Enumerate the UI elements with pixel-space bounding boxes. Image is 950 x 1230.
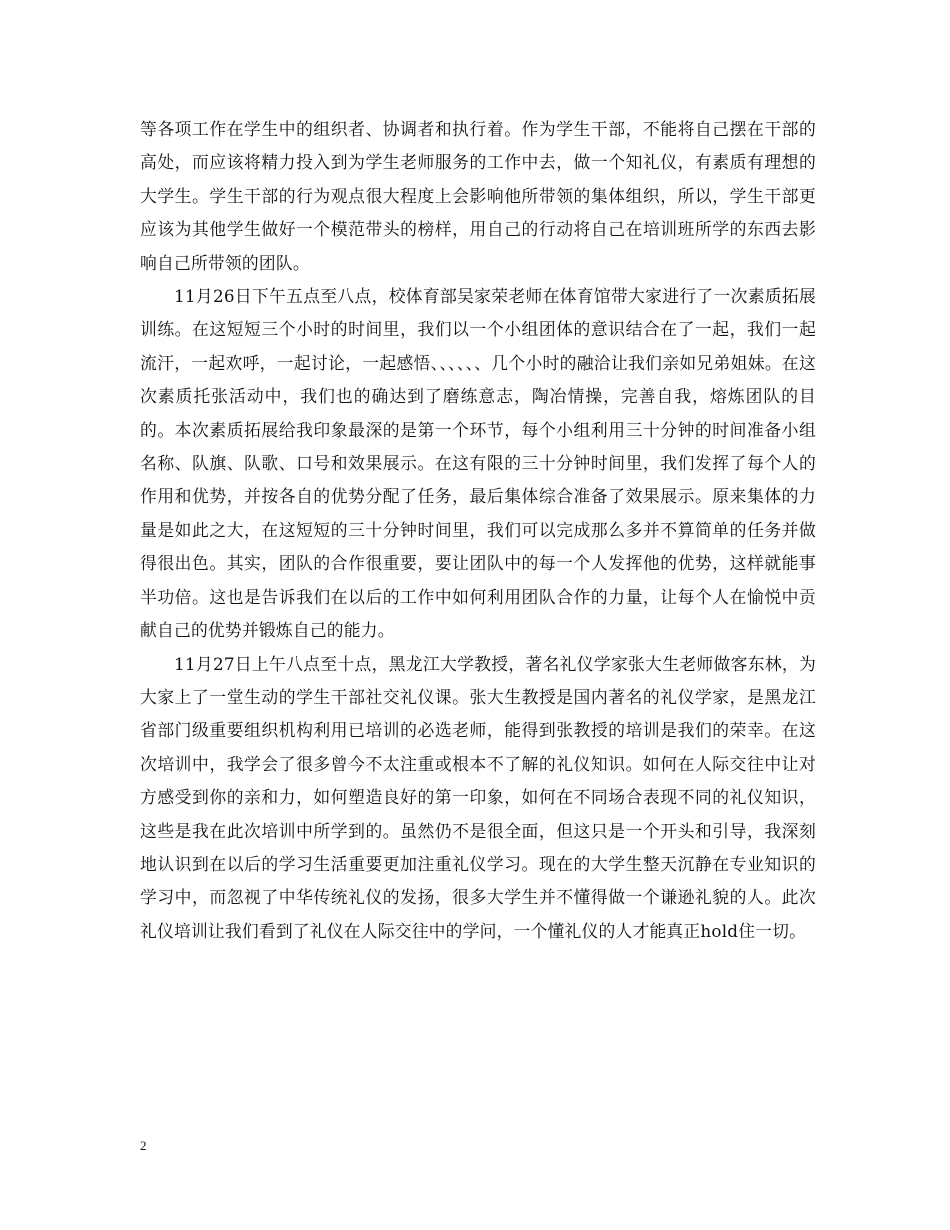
body-text [140, 113, 816, 948]
paragraph-2: 11月26日下午五点至八点，校体育部吴家荣老师在体育馆带大家进行了一次素质拓展训练。在这短短三个小时的时间里，我们以一个小组团体的意识结合在了一起，我们一起流汗，一起欢呼，一起讨论，一起感悟、、、、、、几个小时的融洽让我们亲如兄弟姐妹。在这次素质托张活动中，我们也的确达到了磨练意志，陶冶情操，完善自我，熔炼团队的目的。本次素质拓展给我印象最深的是第一个环节，每个小组利用三十分钟的时间准备小组名称、队旗、队歌、口号和效果展示。在这有限的三十分钟时间里，我们发挥了每个人的作用和优势，并按各自的优势分配了任务，最后集体综合准备了效果展示。原来集体的力量是如此之大，在这短短的三十分钟时间里，我们可以完成那么多并不算简单的任务并做得很出色。其实，团队的合作很重要，要让团队中的每一个人发挥他的优势，这样就能事半功倍。这也是告诉我们在以后的工作中如何利用团队合作的力量，让每个人在愉悦中贡献自己的优势并锻炼自己的能力。 [140, 286, 816, 641]
page-number: 2 [140, 1138, 147, 1153]
paragraph-1: 等各项工作在学生中的组织者、协调者和执行着。作为学生干部，不能将自己摆在干部的高处，而应该将精力投入到为学生老师服务的工作中去，做一个知礼仪，有素质有理想的大学生。学生干部的行为观点很大程度上会影响他所带领的集体组织，所以，学生干部更应该为其他学生做好一个模范带头的榜样，用自己的行动将自己在培训班所学的东西去影响自己所带领的团队。 [140, 119, 816, 273]
paragraph-3: 11月27日上午八点至十点，黑龙江大学教授，著名礼仪学家张大生老师做客东林，为大家上了一堂生动的学生干部社交礼仪课。张大生教授是国内著名的礼仪学家，是黑龙江省部门级重要组织机构利用已培训的必选老师，能得到张教授的培训是我们的荣幸。在这次培训中，我学会了很多曾今不太注重或根本不了解的礼仪知识。如何在人际交往中让对方感受到你的亲和力，如何塑造良好的第一印象，如何在不同场合表现不同的礼仪知识，这些是我在此次培训中所学到的。虽然仍不是很全面，但这只是一个开头和引导，我深刻地认识到在以后的学习生活重要更加注重礼仪学习。现在的大学生整天沉静在专业知识的学习中，而忽视了中华传统礼仪的发扬，很多大学生并不懂得做一个谦逊礼貌的人。此次礼仪培训让我们看到了礼仪在人际交往中的学问，一个懂礼仪的人才能真正hold住一切。 [140, 653, 816, 941]
